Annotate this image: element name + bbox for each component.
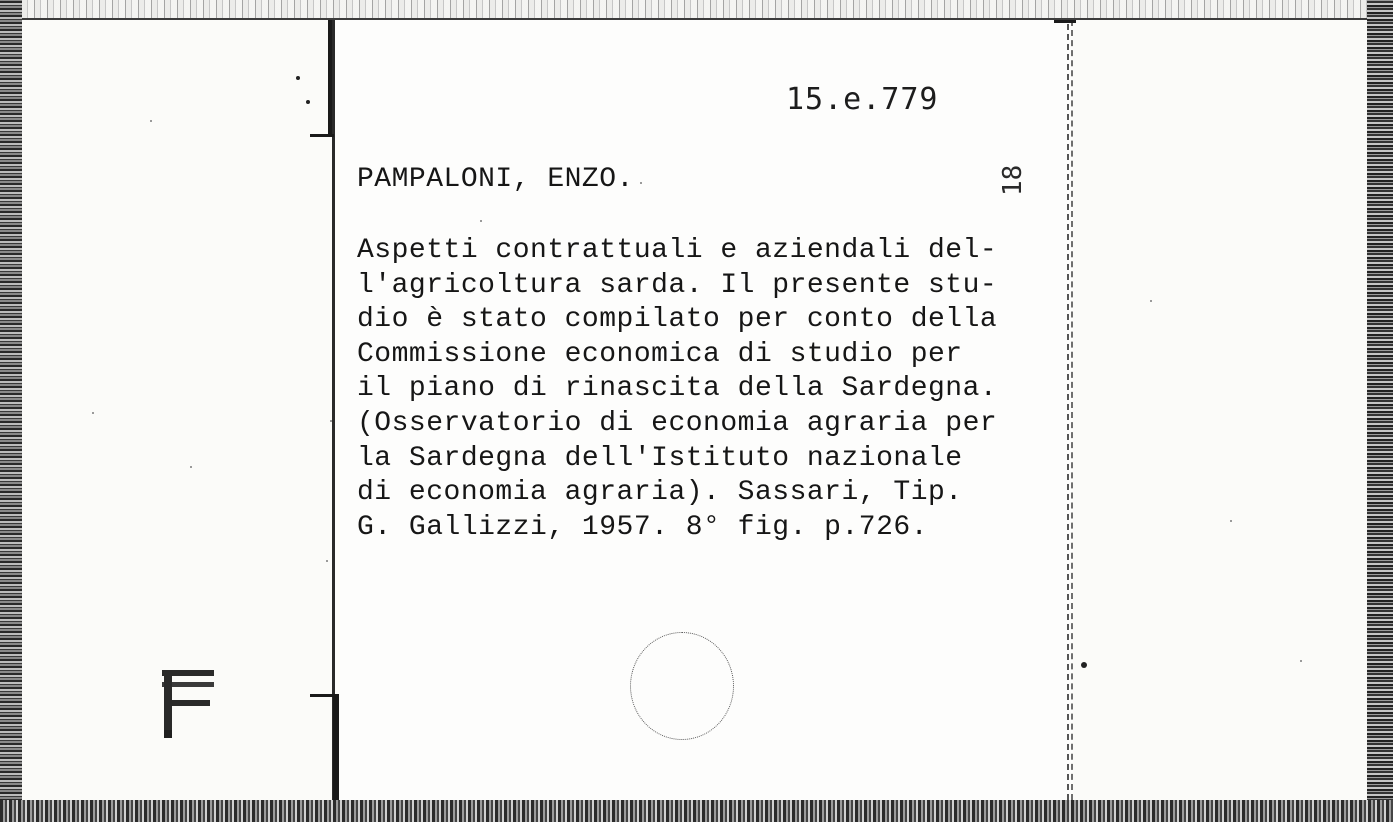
description-line: (Osservatorio di economia agraria per bbox=[357, 407, 998, 439]
scan-speck bbox=[1230, 520, 1232, 522]
scan-bottom-edge bbox=[0, 800, 1393, 822]
margin-letter-f bbox=[158, 664, 218, 740]
scan-speck bbox=[92, 412, 94, 414]
card-bracket-top bbox=[310, 134, 334, 137]
scan-top-edge bbox=[22, 0, 1367, 20]
ink-dot bbox=[306, 100, 310, 104]
scan-speck bbox=[326, 560, 328, 562]
card-right-border bbox=[1067, 20, 1069, 800]
scan-speck bbox=[1150, 300, 1152, 302]
description-line: G. Gallizzi, 1957. 8° fig. p.726. bbox=[357, 511, 928, 543]
scan-speck bbox=[640, 182, 642, 184]
side-number bbox=[998, 136, 1028, 196]
scan-speck bbox=[1300, 660, 1302, 662]
description-line: dio è stato compilato per conto della bbox=[357, 304, 998, 336]
ink-dot bbox=[1081, 662, 1087, 668]
description-line: Aspetti contrattuali e aziendali del- bbox=[357, 235, 998, 266]
description-line: la Sardegna dell'Istituto nazionale bbox=[357, 442, 963, 474]
scan-right-edge bbox=[1367, 0, 1393, 822]
scan-left-edge bbox=[0, 0, 22, 822]
description-line: il piano di rinascita della Sardegna. bbox=[357, 373, 998, 405]
card-bracket-top-vertical bbox=[328, 20, 332, 137]
shelfmark: 15.e.779 bbox=[786, 82, 939, 117]
bibliographic-description bbox=[357, 234, 997, 545]
author-heading: PAMPALONI, ENZO. bbox=[357, 164, 634, 195]
description-line: l'agricoltura sarda. Il presente stu- bbox=[357, 269, 998, 301]
card-bracket-bottom-vertical bbox=[333, 694, 339, 800]
punch-hole-circle bbox=[630, 632, 734, 740]
ink-dot bbox=[296, 76, 300, 80]
scan-speck bbox=[480, 220, 482, 222]
scan-speck bbox=[330, 420, 332, 422]
card-right-tick bbox=[1054, 20, 1076, 23]
scan-speck bbox=[190, 466, 192, 468]
scan-speck bbox=[150, 120, 152, 122]
description-line: di economia agraria). Sassari, Tip. bbox=[357, 477, 963, 509]
description-line: Commissione economica di studio per bbox=[357, 338, 963, 370]
side-number-text: 18 bbox=[998, 164, 1028, 196]
